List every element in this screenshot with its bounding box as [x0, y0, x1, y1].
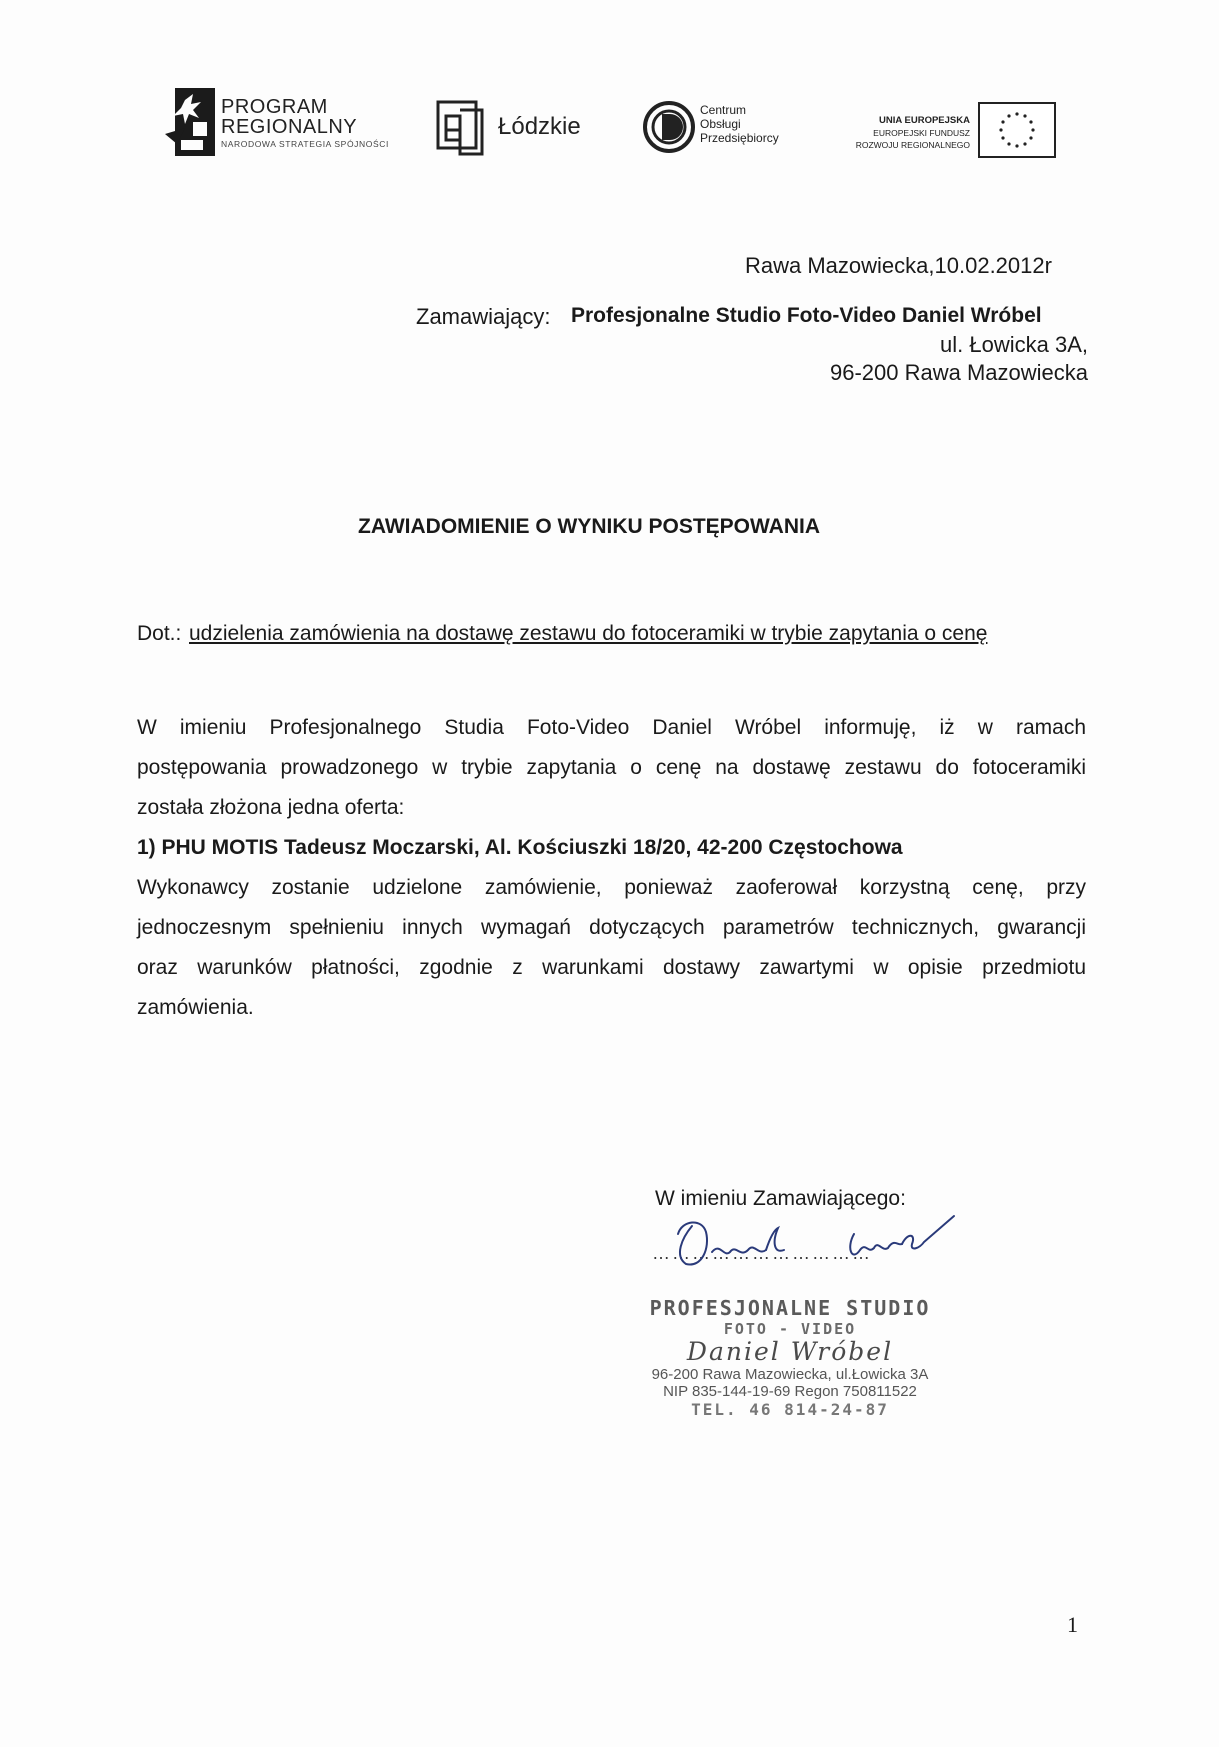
orderer-name: Profesjonalne Studio Foto-Video Daniel Wróbel — [571, 304, 1042, 327]
lodzkie-label: Łódzkie — [498, 113, 581, 140]
body-line-2: postępowania prowadzonego w trybie zapytania o cenę na dostawę zestawu do fotoceramiki — [137, 756, 1086, 779]
body-line-8: zamówienia. — [137, 996, 254, 1019]
page-number: 1 — [1067, 1612, 1078, 1637]
cop-line3: Przedsiębiorcy — [700, 131, 779, 145]
handwritten-signature — [662, 1208, 982, 1270]
program-line1: PROGRAM — [221, 96, 328, 118]
stamp-line5: NIP 835-144-19-69 Regon 750811522 — [663, 1383, 917, 1400]
eu-flag-icon — [978, 102, 1056, 158]
lodzkie-emblem-icon — [436, 100, 486, 156]
offer-line: 1) PHU MOTIS Tadeusz Moczarski, Al. Kościuszki 18/20, 42-200 Częstochowa — [137, 836, 903, 859]
document-title: ZAWIADOMIENIE O WYNIKU POSTĘPOWANIA — [358, 515, 821, 538]
address-line2: 96-200 Rawa Mazowiecka — [829, 360, 1088, 385]
body-line-1: W imieniu Profesjonalnego Studia Foto-Video Daniel Wróbel informuję, iż w ramach — [137, 716, 1086, 739]
stamp-line4: 96-200 Rawa Mazowiecka, ul.Łowicka 3A — [651, 1366, 929, 1383]
eu-logo — [828, 102, 1056, 158]
lodzkie-logo — [436, 100, 606, 156]
subject-text: udzielenia zamówienia na dostawę zestawu do fotoceramiki w trybie zapytania o cenę — [189, 622, 988, 645]
ue-line1: UNIA EUROPEJSKA — [879, 115, 970, 126]
centrum-obslugi-logo — [642, 100, 792, 156]
cop-emblem-icon — [642, 100, 696, 154]
stamp-line3: Daniel Wróbel — [686, 1337, 894, 1366]
stamp-line6: TEL. 46 814-24-87 — [691, 1400, 889, 1419]
signature-label: W imieniu Zamawiającego: — [655, 1187, 906, 1210]
program-line3: NARODOWA STRATEGIA SPÓJNOŚCI — [221, 139, 389, 149]
cop-line2: Obsługi — [700, 117, 741, 131]
body-line-5: Wykonawcy zostanie udzielone zamówienie, ponieważ zaoferował korzystną cenę, przy — [137, 876, 1086, 899]
ue-line3: ROZWOJU REGIONALNEGO — [855, 140, 970, 150]
orderer-label: Zamawiający: — [416, 304, 551, 329]
ue-line2: EUROPEJSKI FUNDUSZ — [873, 128, 970, 138]
company-stamp — [620, 1296, 960, 1420]
stamp-line2: FOTO - VIDEO — [723, 1320, 857, 1338]
cop-line1: Centrum — [700, 103, 747, 117]
letter-date: Rawa Mazowiecka,10.02.2012r — [745, 253, 1052, 278]
body-line-7: oraz warunków płatności, zgodnie z warunkami dostawy zawartymi w opisie przedmiotu — [137, 956, 1086, 979]
subject-label: Dot.: — [137, 622, 182, 645]
program-regionalny-emblem-icon — [163, 88, 215, 156]
program-regionalny-logo — [163, 88, 403, 156]
stamp-line1: PROFESJONALNE STUDIO — [649, 1296, 931, 1320]
program-line2: REGIONALNY — [221, 116, 358, 138]
address-line1: ul. Łowicka 3A, — [940, 332, 1088, 357]
body-line-3: została złożona jedna oferta: — [137, 796, 405, 819]
signature-dotted-line: …………………………… — [652, 1243, 872, 1263]
body-line-6: jednoczesnym spełnieniu innych wymagań dotyczących parametrów technicznych, gwarancji — [137, 916, 1086, 939]
